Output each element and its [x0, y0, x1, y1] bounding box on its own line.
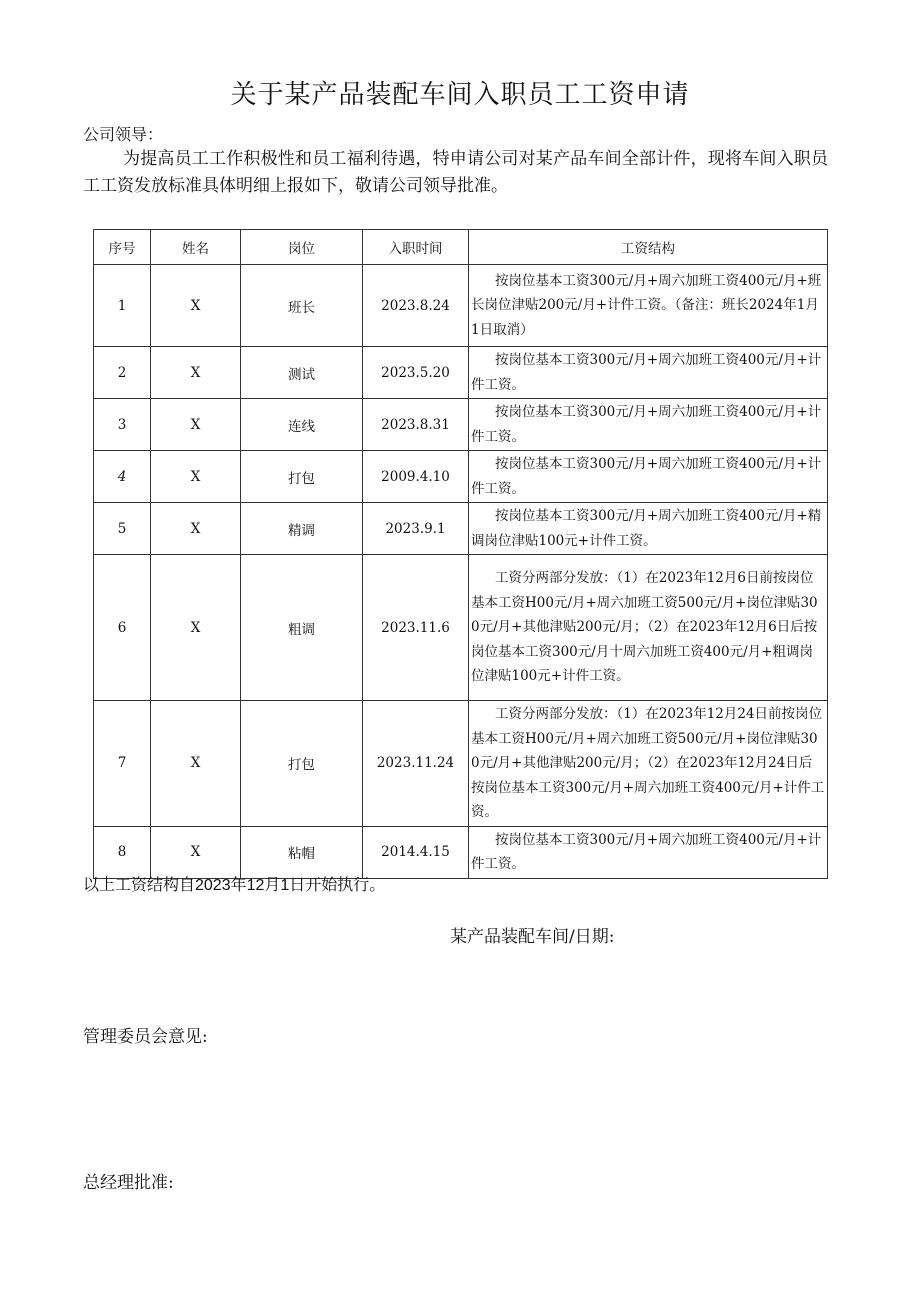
row-name: X: [151, 347, 241, 399]
row-date: 2023.8.24: [363, 265, 469, 347]
table-row: [94, 347, 828, 399]
row-structure: 按岗位基本工资300元/月+周六加班工资400元/月+计件工资。: [469, 347, 828, 399]
header-date: 入职时间: [363, 230, 469, 265]
header-position: 岗位: [241, 230, 363, 265]
row-name: X: [151, 265, 241, 347]
table-header-row: [94, 230, 828, 265]
row-no: 7: [94, 701, 151, 827]
row-date: 2023.9.1: [363, 503, 469, 555]
row-date: 2009.4.10: [363, 451, 469, 503]
row-position: 打包: [241, 701, 363, 827]
row-no: 8: [94, 826, 151, 878]
row-no: 5: [94, 503, 151, 555]
row-structure: 按岗位基本工资300元/月+周六加班工资400元/月+计件工资。: [469, 826, 828, 878]
table-row: [94, 503, 828, 555]
row-position: 精调: [241, 503, 363, 555]
effective-date-note: 以上工资结构自2023年12月1日开始执行。: [83, 877, 386, 894]
row-name: X: [151, 399, 241, 451]
row-structure: 按岗位基本工资300元/月+周六加班工资400元/月+班长岗位津贴200元/月+计件工资。（备注：班长2024年1月1日取消）: [469, 265, 828, 347]
row-name: X: [151, 826, 241, 878]
row-structure: 工资分两部分发放：（1）在2023年12月6日前按岗位基本工资H00元/月+周六加班工资500元/月+岗位津贴300元/月+其他津贴200元/月；（2）在2023年12月6日后按岗位基本工资300元/月十周六加班工资400元/月+粗调岗位津贴100元+计件工资。: [469, 555, 828, 701]
wage-table: [93, 229, 828, 879]
table-row: [94, 826, 828, 878]
table-row: [94, 701, 828, 827]
table-row: [94, 399, 828, 451]
table-row: [94, 555, 828, 701]
row-position: 打包: [241, 451, 363, 503]
row-no: 2: [94, 347, 151, 399]
document-title: 关于某产品装配车间入职员工工资申请: [230, 80, 690, 110]
row-position: 粘帽: [241, 826, 363, 878]
row-date: 2023.8.31: [363, 399, 469, 451]
committee-opinion-label: 管理委员会意见:: [83, 1027, 208, 1047]
row-date: 2023.5.20: [363, 347, 469, 399]
table-row: [94, 265, 828, 347]
row-name: X: [151, 451, 241, 503]
row-name: X: [151, 701, 241, 827]
row-structure: 按岗位基本工资300元/月+周六加班工资400元/月+计件工资。: [469, 399, 828, 451]
intro-paragraph: 为提高员工工作积极性和员工福利待遇，特申请公司对某产品车间全部计件，现将车间入职员工工资发放标准具体明细上报如下，敬请公司领导批准。: [83, 149, 828, 196]
row-structure: 按岗位基本工资300元/月+周六加班工资400元/月+精调岗位津贴100元+计件工资。: [469, 503, 828, 555]
row-position: 连线: [241, 399, 363, 451]
row-name: X: [151, 503, 241, 555]
row-position: 测试: [241, 347, 363, 399]
table-row: [94, 451, 828, 503]
row-position: 班长: [241, 265, 363, 347]
row-structure: 按岗位基本工资300元/月+周六加班工资400元/月+计件工资。: [469, 451, 828, 503]
header-structure: 工资结构: [469, 230, 828, 265]
row-position: 粗调: [241, 555, 363, 701]
row-no: 3: [94, 399, 151, 451]
row-name: X: [151, 555, 241, 701]
row-no: 1: [94, 265, 151, 347]
row-date: 2023.11.24: [363, 701, 469, 827]
general-manager-approval-label: 总经理批准:: [83, 1173, 174, 1193]
workshop-signature: 某产品装配车间/日期:: [450, 927, 615, 947]
row-date: 2023.11.6: [363, 555, 469, 701]
salutation: 公司领导：: [83, 125, 164, 144]
row-date: 2014.4.15: [363, 826, 469, 878]
row-no: 6: [94, 555, 151, 701]
header-name: 姓名: [151, 230, 241, 265]
header-no: 序号: [94, 230, 151, 265]
row-structure: 工资分两部分发放：（1）在2023年12月24日前按岗位基本工资H00元/月+周六加班工资500元/月+岗位津贴300元/月+其他津贴200元/月；（2）在2023年12月24日后按岗位基本工资300元/月+周六加班工资400元/月+计件工资。: [469, 701, 828, 827]
row-no: 4: [94, 451, 151, 503]
